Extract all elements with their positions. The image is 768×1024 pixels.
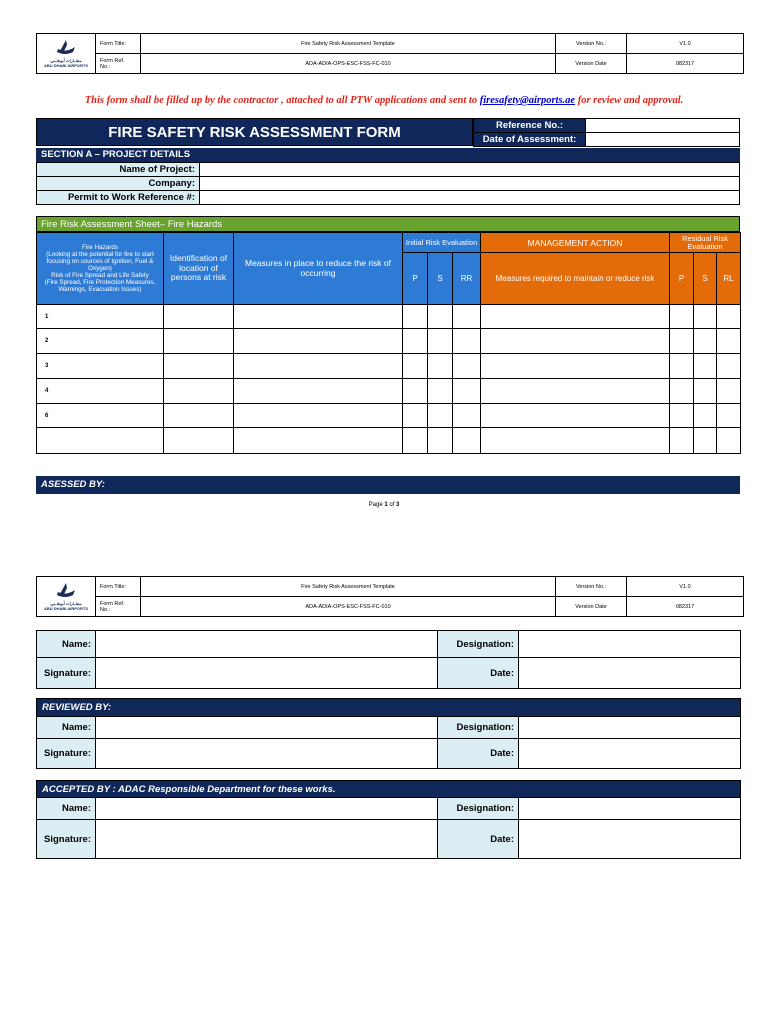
form-title-label: Form Title: (96, 577, 141, 597)
table-cell[interactable] (164, 329, 234, 354)
reviewed-designation-field[interactable] (519, 717, 741, 739)
form-ref-label: Form Ref. No.: (96, 54, 141, 74)
col-mgmt-measures: Measures required to maintain or reduce risk (481, 253, 670, 305)
version-no-value: V1.0 (627, 577, 744, 597)
doc-header-page2 (36, 576, 744, 617)
table-cell[interactable] (234, 305, 403, 329)
table-cell[interactable] (164, 354, 234, 379)
table-cell[interactable] (717, 404, 741, 428)
table-cell[interactable] (670, 329, 694, 354)
page-number (0, 502, 768, 508)
date-label: Date: (438, 820, 519, 859)
form-title-value: Fire Safety Risk Assessment Template (141, 577, 556, 597)
table-row (37, 404, 741, 428)
version-date-label: Version Date (556, 597, 627, 617)
date-of-assessment-field[interactable] (586, 133, 740, 147)
page-current: 1 (384, 502, 388, 508)
table-cell[interactable] (234, 354, 403, 379)
table-cell[interactable] (403, 404, 428, 428)
form-title-value: Fire Safety Risk Assessment Template (141, 34, 556, 54)
table-cell[interactable] (164, 305, 234, 329)
form-ref-value: ADA-ADIA-OPS-ESC-FSS-FC-010 (141, 597, 556, 617)
designation-label: Designation: (438, 798, 519, 820)
accepted-by-section (36, 780, 741, 859)
instruction-text (0, 95, 768, 106)
version-date-value: 082317 (627, 54, 744, 74)
doc-header-page1 (36, 33, 744, 74)
reviewed-date-field[interactable] (519, 739, 741, 769)
table-cell[interactable] (234, 404, 403, 428)
col-management-action: MANAGEMENT ACTION (481, 233, 670, 253)
page-of: of (387, 502, 397, 508)
table-cell[interactable] (694, 428, 717, 454)
version-no-label: Version No.: (556, 577, 627, 597)
col-fire-hazards: Fire Hazards (Looking at the potential for fire to start focusing on sources of Ignition, Fuel & Oxygen) Risk of Fire Spread and Life Safety (Fire Spread, Fire Protection Measures, Warnings, Evacuation Issues) (37, 233, 164, 305)
reviewed-by-section (36, 698, 741, 769)
form-title-label: Form Title: (96, 34, 141, 54)
date-label: Date: (438, 658, 519, 689)
table-cell[interactable] (481, 305, 670, 329)
accepted-by-title: ACCEPTED BY : ADAC Responsible Department for these works. (37, 781, 741, 798)
row-number: 1 (37, 305, 164, 329)
accepted-date-field[interactable] (519, 820, 741, 859)
name-label: Name: (37, 631, 96, 658)
table-cell[interactable] (453, 404, 481, 428)
table-row (37, 329, 741, 354)
table-cell[interactable] (164, 404, 234, 428)
section-a-title: SECTION A – PROJECT DETAILS (36, 148, 740, 162)
abu-dhabi-airports-logo (37, 34, 96, 74)
table-cell[interactable] (481, 428, 670, 454)
table-cell[interactable] (670, 428, 694, 454)
table-cell[interactable] (694, 329, 717, 354)
table-cell[interactable] (717, 354, 741, 379)
instruction-after: for review and approval. (575, 95, 684, 106)
col-initial-rr: RR (453, 253, 481, 305)
col-initial-p: P (403, 253, 428, 305)
accepted-signature-field[interactable] (96, 820, 438, 859)
company-field[interactable] (200, 177, 740, 191)
reference-no-field[interactable] (586, 119, 740, 133)
table-cell[interactable] (481, 329, 670, 354)
row-number: 6 (37, 404, 164, 428)
col-measures-in-place: Measures in place to reduce the risk of occurring (234, 233, 403, 305)
assessed-name-field[interactable] (96, 631, 438, 658)
table-cell[interactable] (403, 354, 428, 379)
table-row (37, 305, 741, 329)
table-cell[interactable] (694, 379, 717, 404)
assessed-by-section (36, 630, 741, 689)
col-residual-risk: Residual Risk Evaluation (670, 233, 741, 253)
reviewed-by-title: REVIEWED BY: (37, 699, 741, 717)
page-prefix: Page (368, 502, 385, 508)
signature-label: Signature: (37, 820, 96, 859)
ptw-reference-label: Permit to Work Reference #: (37, 191, 200, 205)
table-cell[interactable] (481, 379, 670, 404)
reference-box (473, 118, 740, 147)
table-cell[interactable] (164, 379, 234, 404)
risk-sheet-title: Fire Risk Assessment Sheet– Fire Hazards (36, 216, 740, 232)
table-cell[interactable] (453, 428, 481, 454)
table-cell[interactable] (428, 305, 453, 329)
name-label: Name: (37, 717, 96, 739)
logo-arabic-text: مطــارات أبوظــبي (50, 58, 82, 63)
version-date-label: Version Date (556, 54, 627, 74)
version-date-value: 082317 (627, 597, 744, 617)
designation-label: Designation: (438, 631, 519, 658)
table-cell[interactable] (717, 379, 741, 404)
project-details-table (36, 162, 740, 205)
row-number: 2 (37, 329, 164, 354)
designation-label: Designation: (438, 717, 519, 739)
col-initial-s: S (428, 253, 453, 305)
table-cell[interactable] (694, 354, 717, 379)
table-cell[interactable] (428, 379, 453, 404)
table-cell[interactable] (670, 379, 694, 404)
table-cell[interactable] (694, 404, 717, 428)
row-number: 3 (37, 354, 164, 379)
form-main-title: FIRE SAFETY RISK ASSESSMENT FORM (36, 118, 473, 146)
reference-no-label: Reference No.: (474, 119, 586, 133)
table-cell[interactable] (717, 305, 741, 329)
table-cell[interactable] (164, 428, 234, 454)
col-persons-at-risk: Identification of location of persons at risk (164, 233, 234, 305)
assessed-designation-field[interactable] (519, 631, 741, 658)
col-initial-risk: Initial Risk Evaluation (403, 233, 481, 253)
airport-logo-icon (55, 582, 77, 600)
form-ref-label: Form Ref. No.: (96, 597, 141, 617)
version-no-label: Version No.: (556, 34, 627, 54)
table-cell[interactable] (428, 354, 453, 379)
col-residual-p: P (670, 253, 694, 305)
name-label: Name: (37, 798, 96, 820)
date-label: Date: (438, 739, 519, 769)
reviewed-name-field[interactable] (96, 717, 438, 739)
col-residual-s: S (694, 253, 717, 305)
table-cell[interactable] (234, 379, 403, 404)
assessed-signature-field[interactable] (96, 658, 438, 689)
table-cell[interactable] (717, 428, 741, 454)
table-cell[interactable] (694, 305, 717, 329)
col-residual-rl: RL (717, 253, 741, 305)
table-cell[interactable] (403, 305, 428, 329)
signature-label: Signature: (37, 739, 96, 769)
reviewed-signature-field[interactable] (96, 739, 438, 769)
abu-dhabi-airports-logo (37, 577, 96, 617)
row-number: 4 (37, 379, 164, 404)
table-cell[interactable] (428, 329, 453, 354)
table-cell[interactable] (453, 354, 481, 379)
name-of-project-label: Name of Project: (37, 163, 200, 177)
date-of-assessment-label: Date of Assessment: (474, 133, 586, 147)
table-cell[interactable] (670, 305, 694, 329)
assessed-by-title: ASESSED BY: (36, 476, 740, 494)
company-label: Company: (37, 177, 200, 191)
table-cell[interactable] (403, 379, 428, 404)
accepted-name-field[interactable] (96, 798, 438, 820)
ptw-reference-field[interactable] (200, 191, 740, 205)
table-cell[interactable] (234, 329, 403, 354)
table-cell[interactable] (481, 354, 670, 379)
table-row (37, 379, 741, 404)
table-row (37, 428, 741, 454)
table-row (37, 354, 741, 379)
fire-risk-table (36, 232, 741, 454)
logo-english-text: ABU DHABI AIRPORTS (43, 62, 89, 68)
table-cell[interactable] (403, 428, 428, 454)
assessed-date-field[interactable] (519, 658, 741, 689)
row-number (37, 428, 164, 454)
logo-arabic-text: مطــارات أبوظــبي (50, 601, 82, 606)
airport-logo-icon (55, 39, 77, 57)
table-cell[interactable] (234, 428, 403, 454)
table-cell[interactable] (481, 404, 670, 428)
table-cell[interactable] (428, 404, 453, 428)
table-cell[interactable] (670, 354, 694, 379)
instruction-before: This form shall be filled up by the contractor , attached to all PTW applications and sent to (84, 95, 480, 106)
table-cell[interactable] (453, 379, 481, 404)
table-cell[interactable] (670, 404, 694, 428)
version-no-value: V1.0 (627, 34, 744, 54)
table-cell[interactable] (453, 329, 481, 354)
accepted-designation-field[interactable] (519, 798, 741, 820)
table-cell[interactable] (403, 329, 428, 354)
signature-label: Signature: (37, 658, 96, 689)
table-cell[interactable] (453, 305, 481, 329)
page-total: 3 (396, 502, 400, 508)
table-cell[interactable] (428, 428, 453, 454)
name-of-project-field[interactable] (200, 163, 740, 177)
firesafety-email-link[interactable]: firesafety@airports.ae (479, 95, 576, 106)
logo-english-text: ABU DHABI AIRPORTS (43, 605, 89, 611)
table-cell[interactable] (717, 329, 741, 354)
form-ref-value: ADA-ADIA-OPS-ESC-FSS-FC-010 (141, 54, 556, 74)
